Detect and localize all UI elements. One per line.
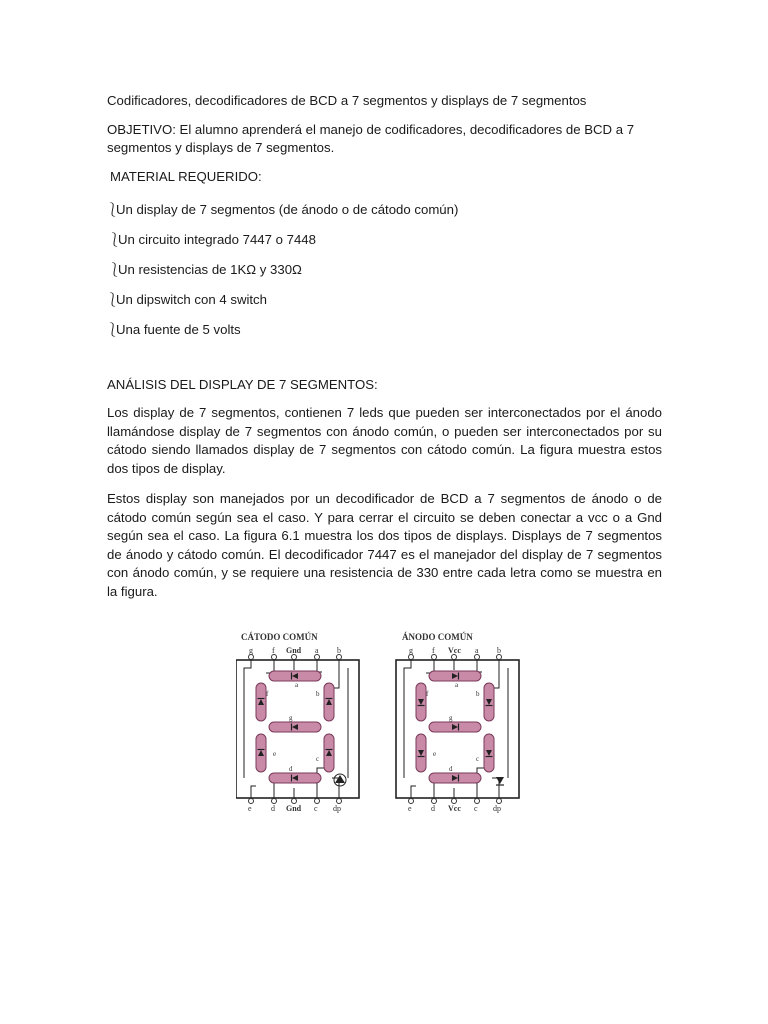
segment-label: a <box>455 681 459 689</box>
pin-label: g <box>249 646 253 655</box>
segment-label: f <box>426 690 429 698</box>
pin-label: dp <box>333 804 341 813</box>
segment-label: b <box>316 690 320 698</box>
pin-label: f <box>272 646 275 655</box>
pin-label: c <box>314 804 318 813</box>
pin-label: Gnd <box>286 646 302 655</box>
segment-label: b <box>476 690 480 698</box>
pin-label: d <box>271 804 275 813</box>
pin-label: a <box>475 646 479 655</box>
segment-label: c <box>476 755 480 763</box>
pin-label: Gnd <box>286 804 302 813</box>
paragraph-1: Los display de 7 segmentos, contienen 7 leds que pueden ser interconectados por el ánodo llamándose display de 7 segmentos con ánodo común, o pueden ser interconectados por su cátodo siendo llamados display de 7 segmentos con cátodo común. La figura muestra estos dos tipos de display. <box>107 405 662 476</box>
material-item-text: Un display de 7 segmentos (de ánodo o de cátodo común) <box>116 202 459 217</box>
material-item <box>108 259 302 278</box>
objective-line-2: segmentos y displays de 7 segmentos. <box>107 140 335 155</box>
pin-label: b <box>337 646 341 655</box>
material-item <box>106 199 458 218</box>
seven-segment-diagram <box>236 628 526 818</box>
seven-segment-figure <box>236 628 526 818</box>
material-item-text: Un dipswitch con 4 switch <box>116 292 267 307</box>
pin-label: e <box>248 804 252 813</box>
pin-label: Vcc <box>448 804 461 813</box>
bullet-icon: ⎱ <box>108 262 122 277</box>
pin-label: c <box>474 804 478 813</box>
bullet-icon: ⎱ <box>108 232 122 247</box>
material-item-text: Una fuente de 5 volts <box>116 322 241 337</box>
dp-led-icon <box>334 774 346 786</box>
segment-label: d <box>289 765 293 773</box>
material-item-text: Un circuito integrado 7447 o 7448 <box>118 232 316 247</box>
pin-label: d <box>431 804 435 813</box>
pin-label: dp <box>493 804 501 813</box>
dp-led-icon <box>496 777 504 785</box>
pin-label: g <box>409 646 413 655</box>
material-item <box>106 289 267 308</box>
segment-label: c <box>316 755 320 763</box>
pin-label: f <box>432 646 435 655</box>
anode-segments <box>416 671 494 783</box>
pin-label: Vcc <box>448 646 461 655</box>
pin-label: e <box>408 804 412 813</box>
segment-label: e <box>273 750 277 758</box>
material-item <box>108 229 316 248</box>
segment-label: g <box>289 714 293 722</box>
bullet-icon: ⎱ <box>106 322 120 337</box>
pin-label: a <box>315 646 319 655</box>
cathode-title: CÁTODO COMÚN <box>241 632 318 642</box>
objective-line-1: OBJETIVO: El alumno aprenderá el manejo de codificadores, decodificadores de BCD a 7 <box>107 122 635 137</box>
paragraph-2: Estos display son manejados por un decodificador de BCD a 7 segmentos de ánodo o de cátodo común según sea el caso. Y para cerrar el circuito se deben conectar a vcc o a Gnd según sea el caso. La figura 6.1 muestra los dos tipos de displays. Displays de 7 segmentos de ánodo y cátodo común. El decodificador 7447 es el manejador del display de 7 segmentos con ánodo común, y se requiere una resistencia de 330 entre cada letra como se muestra en la figura. <box>107 491 662 599</box>
pin-label: b <box>497 646 501 655</box>
document-title: Codificadores, decodificadores de BCD a 7 segmentos y displays de 7 segmentos <box>107 93 587 108</box>
cathode-segments <box>256 671 334 783</box>
bullet-icon: ⎱ <box>106 292 120 307</box>
material-item <box>106 319 241 338</box>
material-heading: MATERIAL REQUERIDO: <box>110 169 262 184</box>
analysis-heading: ANÁLISIS DEL DISPLAY DE 7 SEGMENTOS: <box>107 377 378 392</box>
segment-label: g <box>449 714 453 722</box>
bullet-icon: ⎱ <box>106 202 120 217</box>
segment-label: a <box>295 681 299 689</box>
anode-title: ÁNODO COMÚN <box>402 632 473 642</box>
segment-label: e <box>433 750 437 758</box>
segment-label: d <box>449 765 453 773</box>
anode-display <box>396 646 519 813</box>
material-item-text: Un resistencias de 1KΩ y 330Ω <box>118 262 302 277</box>
cathode-display <box>236 646 359 813</box>
segment-label: f <box>266 690 269 698</box>
